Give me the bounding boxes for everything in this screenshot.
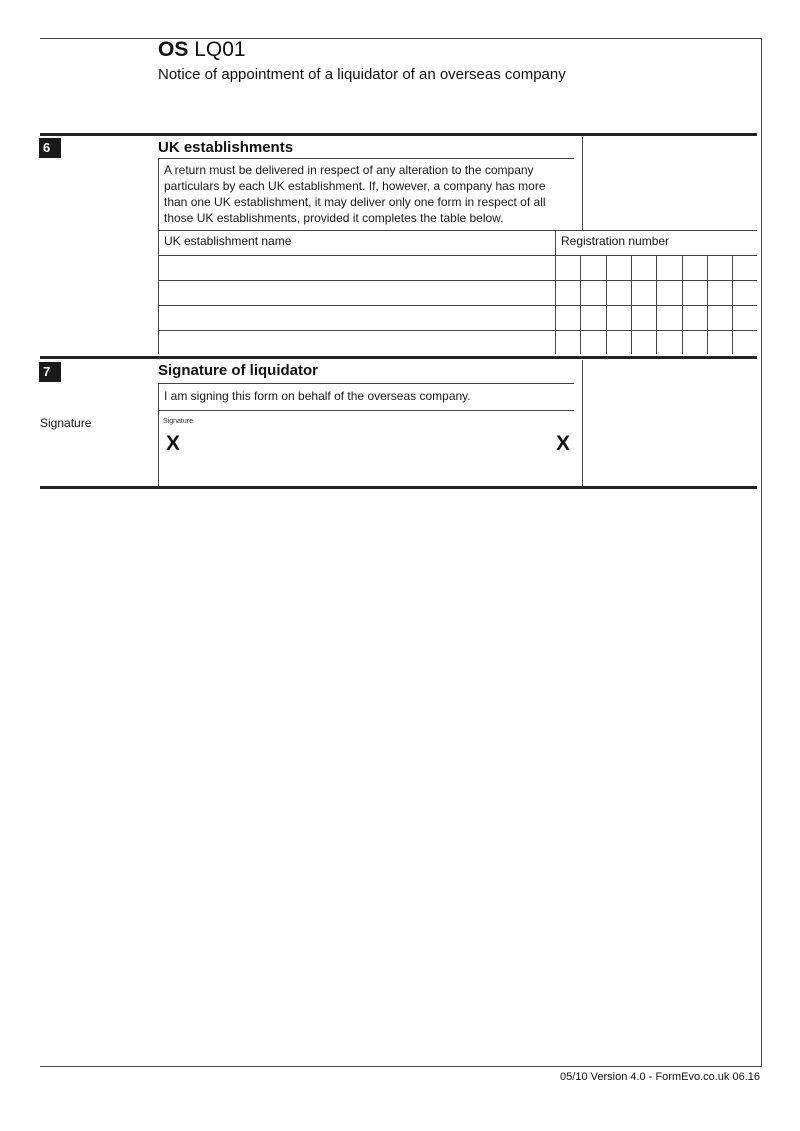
divider: [158, 305, 757, 306]
top-border: [40, 38, 762, 39]
divider: [158, 255, 757, 256]
divider: [158, 383, 159, 486]
signature-box-caption: Signature: [163, 418, 193, 425]
section-6-rule: [40, 133, 757, 136]
divider: [582, 360, 583, 486]
establishment-name-field-4[interactable]: [160, 332, 553, 353]
bottom-border: [40, 1066, 762, 1067]
divider: [158, 158, 159, 354]
divider: [158, 230, 757, 231]
registration-number-field-1[interactable]: [557, 257, 755, 279]
registration-number-field-2[interactable]: [557, 282, 755, 304]
right-border: [761, 38, 762, 1067]
signature-row-label: Signature: [40, 416, 92, 430]
section-7-bottom-rule: [40, 486, 757, 489]
divider: [158, 330, 757, 331]
section-7-number: 7: [39, 362, 61, 382]
divider: [158, 280, 757, 281]
divider: [158, 383, 574, 384]
divider: [582, 137, 583, 230]
establishment-name-field-2[interactable]: [160, 282, 553, 304]
form-code-prefix: OS: [158, 38, 189, 61]
divider: [555, 230, 556, 354]
col-header-registration-number: Registration number: [561, 234, 670, 248]
registration-number-field-4[interactable]: [557, 332, 755, 353]
section-6-instructions: A return must be delivered in respect of any alteration to the company particulars by each UK establishment. If, however, a company has more than one UK establishment, it may deliver only one form in respect of all those UK establishments, provided it completes the table below.: [164, 163, 546, 225]
establishment-name-field-1[interactable]: [160, 257, 553, 279]
footer-version: 05/10 Version 4.0 - FormEvo.co.uk 06.16: [560, 1071, 760, 1083]
signature-field[interactable]: [160, 412, 580, 485]
form-code-number: LQ01: [194, 38, 246, 61]
section-7-title: Signature of liquidator: [158, 362, 318, 379]
divider: [158, 158, 574, 159]
divider: [158, 410, 574, 411]
registration-number-field-3[interactable]: [557, 307, 755, 329]
signature-end-x-mark: X: [556, 432, 571, 455]
signing-statement: I am signing this form on behalf of the overseas company.: [164, 389, 471, 403]
section-7-rule: [40, 356, 757, 359]
form-title: Notice of appointment of a liquidator of an overseas company: [158, 66, 566, 83]
section-6-number: 6: [39, 138, 61, 158]
signature-start-x-mark: X: [166, 432, 181, 455]
col-header-establishment-name: UK establishment name: [164, 234, 292, 248]
form-code: [158, 38, 246, 62]
establishment-name-field-3[interactable]: [160, 307, 553, 329]
section-6-title: UK establishments: [158, 139, 294, 156]
